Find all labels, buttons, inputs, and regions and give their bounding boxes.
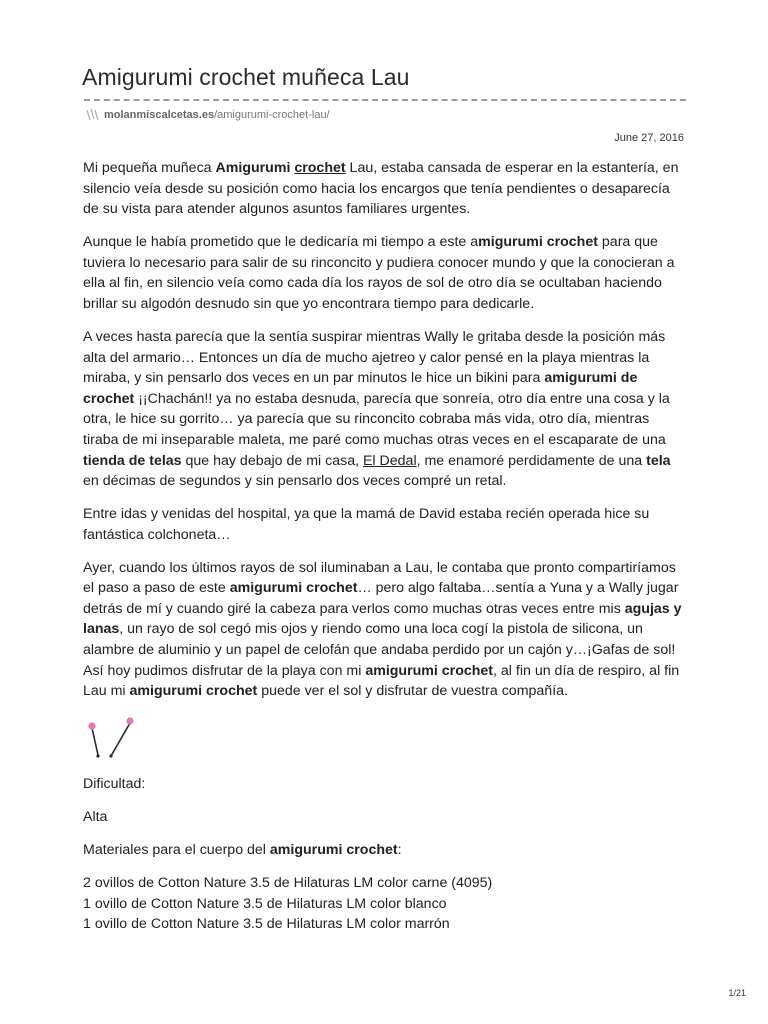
difficulty-needles-icon [83,714,139,762]
materials-intro [83,840,688,861]
bold-text: amigurumi crochet [269,842,398,859]
bold-text: migurumi crochet [478,234,598,251]
bold-text: agujas y lanas [83,600,682,638]
bold-text: amigurumi de crochet [83,370,638,407]
text: puede ver el sol y disfrutar de vuestra compañía. [257,683,568,700]
paragraph-4 [83,504,688,545]
text: Ayer, cuando los últimos rayos de sol iluminaban a Lau, le contaba que pronto compartiríamos el paso a paso de este [83,559,676,597]
text: Aunque le había prometido que le dedicaría mi tiempo a este a [83,234,479,251]
text: , al fin un día de respiro, al fin Lau mi [83,662,680,700]
materials-list [83,873,688,935]
text: ¡¡Chachán!! ya no estaba desnuda, parecía que sonreía, otro día entre una cosa y la otra, le hice su gorrito… ya parecía que su rinconcito cobraba más vida, otro día, mientras tiraba de mi inseparable maleta, me paré como muchas otras veces en el escaparate de una [83,390,670,448]
paragraph-3 [83,327,688,492]
text: para que tuviera lo necesario para salir de su rinconcito y pudiera conocer mundo y que la conocieran a ella al fin, en silencio veía como cada día los rayos de sol de otro día se ocultaban haciendo brillar su algodón desnudo sin que yo encontrara tiempo para dedicarle. [83,234,675,312]
crochet-link[interactable]: crochet [294,160,346,176]
publish-date: June 27, 2016 [614,132,684,144]
source-domain-link[interactable]: molanmiscalcetas.es [104,109,215,121]
text: que hay debajo de mi casa, [181,452,363,469]
bold-text: tienda de telas [83,452,182,469]
list-item: 1 ovillo de Cotton Nature 3.5 de Hilaturas LM color blanco [83,895,447,912]
text: Lau, estaba cansada de esperar en la estantería, en silencio veía desde su posición como hacia los encargos que tenía pendientes o desaparecía de su vista para atender algunos asuntos familiares urgentes. [83,160,679,218]
bold-text: Amigurumi [215,160,291,176]
bold-text: amigurumi crochet [365,662,494,679]
text: , un rayo de sol cegó mis ojos y riendo como una loca cogí la pistola de silicona, un alambre de aluminio y un papel de celofán que andaba perdido por un cajón y…¡Gafas de sol! Así hoy pudimos disfrutar de la playa con mi [83,621,676,679]
difficulty-label: Dificultad: [83,776,146,793]
source-path-link[interactable]: /amigurumi-crochet-lau/ [214,109,330,121]
paragraph-1 [83,158,688,220]
bold-text: amigurumi crochet [129,683,258,700]
difficulty-value: Alta [83,809,108,826]
text: , me enamoré perdidamente de una [416,452,647,469]
paragraph-2 [83,232,688,314]
list-item: 2 ovillos de Cotton Nature 3.5 de Hilaturas LM color carne (4095) [83,875,493,892]
text: Mi pequeña muñeca [83,160,216,176]
text: en décimas de segundos y sin pensarlo dos veces compré un retal. [83,473,507,490]
text: … pero algo faltaba…sentía a Yuna y a Wally jugar detrás de mí y cuando giré la cabeza para verlos como muchas otras veces entre mis [83,580,679,617]
bold-text: amigurumi crochet [229,580,358,597]
text: : [397,842,402,859]
article-title: Amigurumi crochet muñeca Lau [82,64,410,90]
article-body [83,158,688,935]
text: Entre idas y venidas del hospital, ya que la mamá de David estaba recién operada hice su fantástica colchoneta… [83,506,650,543]
list-item: 1 ovillo de Cotton Nature 3.5 de Hilaturas LM color marrón [83,916,450,933]
source-line [85,107,330,123]
el-dedal-link[interactable]: El Dedal [362,452,417,469]
paragraph-5 [83,558,688,702]
text: A veces hasta parecía que la sentía suspirar mientras Wally le gritaba desde la posición más alta del armario… Entonces un día de mucho ajetreo y calor pensé en la playa mientras la miraba, y sin pensarlo dos veces en un par minutos le hice un bikini para [83,328,666,387]
title-divider [84,99,686,101]
page-number: 1/21 [728,988,746,998]
text: Materiales para el cuerpo del [83,842,270,859]
link-icon [85,108,101,122]
bold-text: tela [646,452,671,469]
